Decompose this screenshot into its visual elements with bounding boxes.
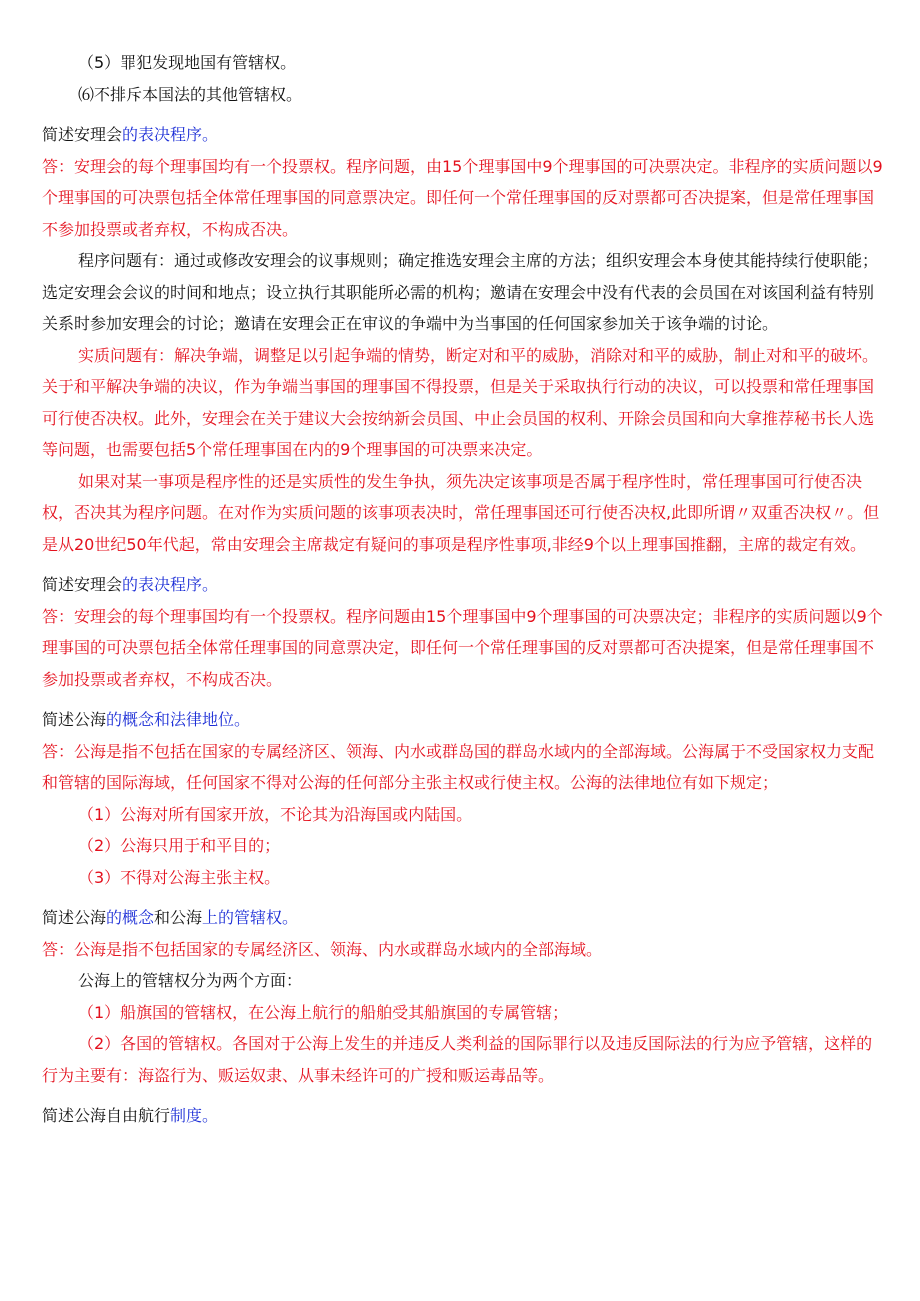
question-highlight: 的概念 xyxy=(106,908,155,927)
question-highlight: 上的管辖权。 xyxy=(202,908,299,927)
body-paragraph: 如果对某一事项是程序性的还是实质性的发生争执，须先决定该事项是否属于程序性时，常任理事国可行使否决权，否决其为程序问题。在对作为实质问题的该事项表决时，常任理事国还可行使否决权,此即所谓〃双重否决权〃。但是从20世纪50年代起，常由安理会主席裁定有疑问的事项是程序性事项,非经9个以上理事国推翻，主席的裁定有效。 xyxy=(42,471,880,554)
question-heading xyxy=(42,569,884,601)
question-prefix: 简述公海 xyxy=(42,908,107,927)
question-highlight: 的表决程序。 xyxy=(122,125,219,144)
answer-text: 答：安理会的每个理事国均有一个投票权。程序问题，由15个理事国中9个理事国的可决票决定。非程序的实质问题以9个理事国的可决票包括全体常任理事国的同意票决定。即任何一个常任理事国的反对票都可否决提案，但是常任理事国不参加投票或者弃权，不构成否决。 xyxy=(42,156,883,239)
question-highlight: 制度。 xyxy=(170,1106,219,1125)
body-paragraph: 实质问题有：解决争端，调整足以引起争端的情势，断定对和平的威胁，消除对和平的威胁，制止对和平的破坏。关于和平解决争端的决议，作为争端当事国的理事国不得投票，但是关于采取执行行动的决议，可以投票和常任理事国可行使否决权。此外，安理会在关于建议大会按纳新会员国、中止会员国的权利、开除会员国和向大拿推荐秘书长人选等问题，也需要包括5个常任理事国在内的9个理事国的可决票来决定。 xyxy=(42,345,879,459)
question-heading xyxy=(42,704,884,736)
question-prefix: 简述公海 xyxy=(42,710,107,729)
question-highlight: 的概念和法律地位。 xyxy=(106,710,251,729)
list-item: （2）公海只用于和平目的； xyxy=(78,836,281,855)
answer-text: 答：公海是指不包括在国家的专属经济区、领海、内水或群岛国的群岛水域内的全部海域。公海属于不受国家权力支配和管辖的国际海域，任何国家不得对公海的任何部分主张主权或行使主权。公海的法律地位有如下规定； xyxy=(42,741,875,792)
list-item: （2）各国的管辖权。各国对于公海上发生的并违反人类利益的国际罪行以及违反国际法的行为应予管辖，这样的行为主要有：海盗行为、贩运奴隶、从事未经许可的广授和贩运毒品等。 xyxy=(42,1034,873,1085)
question-heading xyxy=(42,119,884,151)
answer-text: 答：安理会的每个理事国均有一个投票权。程序问题由15个理事国中9个理事国的可决票决定；非程序的实质问题以9个理事国的可决票包括全体常任理事国的同意票决定，即任何一个常任理事国的反对票都可否决提案，但是常任理事国不参加投票或者弃权，不构成否决。 xyxy=(42,606,883,689)
text-line: ⑹不排斥本国法的其他管辖权。 xyxy=(78,84,303,104)
answer-text: 答：公海是指不包括国家的专属经济区、领海、内水或群岛水域内的全部海域。 xyxy=(42,939,603,959)
body-paragraph: 程序问题有：通过或修改安理会的议事规则；确定推选安理会主席的方法；组织安理会本身使其能持续行使职能；选定安理会会议的时间和地点；设立执行其职能所必需的机构；邀请在安理会中没有代表的会员国在对该国利益有特别关系时参加安理会的讨论；邀请在安理会正在审议的争端中为当事国的任何国家参加关于该争端的讨论。 xyxy=(42,251,879,333)
question-prefix: 简述安理会 xyxy=(42,125,123,144)
question-heading xyxy=(42,902,884,934)
list-item: （3）不得对公海主张主权。 xyxy=(78,867,281,887)
list-item: （1）船旗国的管辖权，在公海上航行的船舶受其船旗国的专属管辖； xyxy=(78,1002,569,1022)
body-paragraph: 公海上的管辖权分为两个方面： xyxy=(78,971,303,990)
list-item: （1）公海对所有国家开放，不论其为沿海国或内陆国。 xyxy=(78,804,473,824)
question-prefix: 简述公海自由航行 xyxy=(42,1106,171,1125)
question-prefix: 和公海 xyxy=(154,908,203,927)
text-line: （5）罪犯发现地国有管辖权。 xyxy=(78,53,297,72)
question-heading xyxy=(42,1100,884,1132)
question-highlight: 的表决程序。 xyxy=(122,575,219,594)
question-prefix: 简述安理会 xyxy=(42,575,123,594)
